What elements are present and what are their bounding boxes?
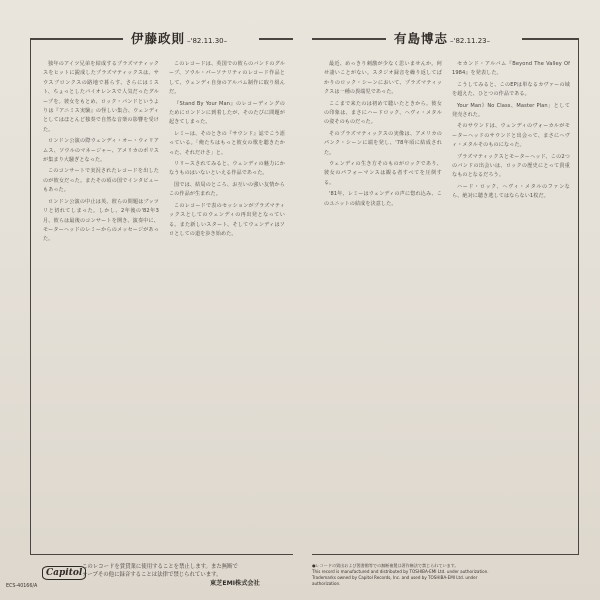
notice-line: Trademarks owned by Capitol Records, Inc. and used by TOSHIBA-EMI Ltd. under authorization. xyxy=(312,575,478,586)
article-body xyxy=(43,60,285,538)
paragraph: ハード・ロック、ヘヴィ・メタルのファンなら、絶対に聴き逃してはならない1枚だ。 xyxy=(452,183,570,200)
paragraph: 国では、結局のところ、お互いの強い友情からこの作品が生まれた。 xyxy=(169,181,285,198)
article-author xyxy=(127,29,231,47)
paragraph: ウェンディの生き方そのものがロックであり、彼女のパフォーマンスは観る者すべてを圧倒する。 xyxy=(324,161,442,186)
paragraph: リリースされてみると、ウェンディの魅力にかなうものはいないといえる作品であった。 xyxy=(169,161,285,177)
paragraph: このコンサートで実況されたレコードを出したのが彼女だった。またその頃の国でインタビューもあった。 xyxy=(43,168,159,194)
left-article-panel xyxy=(30,31,293,555)
paragraph: ロンドン公演の中止は英、彼らの問題はブッツリと切れてしまった。しかし、2年後の'82年3月、彼らは最後のコンサートを開き、演奏中に、モーターヘッドのレミーからのメッセージがあった。 xyxy=(43,198,159,243)
top-rule xyxy=(259,38,293,40)
paragraph: このレコードは、英国での彼らのバンドのグループ、ソウル・パーソナリティのレコード作品として、ウェンディ自身のアルバム制作に取り組んだ。 xyxy=(169,61,285,96)
paragraph: Your Man》No Class、Master Plan」として発売された。 xyxy=(452,102,570,119)
paragraph: そのサウンドは、ウェンディのヴォーカルがモーターヘッドのサウンドと出会って、まさにヘヴィ・メタルそのものになった。 xyxy=(452,123,570,149)
paragraph: ロンドン公演の際ウェンディ・オー・ウィリアムス、ソウルのマネージャー、アメリカのポリスが集まり大騒ぎとなった。 xyxy=(43,138,159,164)
company-name: 東芝EMI株式会社 xyxy=(210,580,260,587)
notice-line: このレコードを賃貸業に使用することを禁止します。また無断で xyxy=(82,564,238,570)
notice-line: This record is manufactured and distributed by TOSHIBA-EMI Ltd. under authorization. xyxy=(312,569,489,574)
paragraph: そのプラズマティックスの実像は、アメリカのパンク・シーンに端を発し、'78年頃に結成された。 xyxy=(324,130,442,156)
copyright-notice-small xyxy=(312,563,498,587)
paragraph: このレコードで表のセッションがプラズマティックスとしてのウェンディの再出発となっている。また新しいスタート、そしてウェンディはソロとしての道を歩き始めた。 xyxy=(169,202,285,237)
paragraph: プラズマティックスとモーターヘッド、この2つのバンドの出会いは、ロックの歴史にとって貴重なものとなるだろう。 xyxy=(452,153,570,179)
paragraph: 最近、めっきり刺激が少なく思いませんか。何せ凄いことがない。スタジオ録音を繰り返してばかりのロック・シーンにおいて、プラズマティックスは一種の異端児であった。 xyxy=(324,61,442,96)
author-name: 有島博志 xyxy=(394,31,449,46)
top-rule xyxy=(312,38,386,40)
paragraph: '81年、レミーはウェンディの声に惚れ込み、このユニットの結成を決意した。 xyxy=(324,191,442,207)
article-body xyxy=(324,60,570,538)
paragraph: こうしてみると、このEPは単なるカヴァーの域を超えた、ひとつの作品である。 xyxy=(452,81,570,98)
paragraph: セカンド・アルバム『Beyond The Valley Of 1984』を発表した。 xyxy=(452,61,570,77)
article-author xyxy=(390,29,494,47)
paragraph: 独年のアイツ兄弟を結成するプラズマティックスをヒットに鋭成したプラズマティックスは、サウスブロンクスの路地で暮らす、さらにはミスト、ちょっとしたバイオレンスで人気だったグループを。彼女をもとめ、ロック・バンドというよりは『アニミス実験』の怪しい集合、ウェンディとしてはほとんど独奏で自然な音楽の影響を受けた。 xyxy=(43,61,159,133)
capitol-logo: Capitol xyxy=(42,566,86,580)
copyright-notice xyxy=(82,563,282,579)
top-rule xyxy=(31,38,123,40)
paragraph: 『Stand By Your Man』のレコーディングのためにロンドンに到着したが、そのたびに問題が起きてしまった。 xyxy=(169,100,285,126)
notice-line: ●レコードの貸出および図書館等での無断複製は著作権法で禁じられています。 xyxy=(312,563,459,568)
paragraph: ここまで来たのは初めて聴いたときから。彼女の印象は、まさにハードロック、ヘヴィ・メタルの姿そのものだった。 xyxy=(324,100,442,126)
right-article-panel xyxy=(312,31,579,555)
catalog-number: ECS-40166/A xyxy=(6,584,38,589)
article-date: –'82.11.30– xyxy=(187,37,228,45)
author-name: 伊藤政則 xyxy=(131,31,186,46)
paragraph: レミーは、そのときの『サウンド』誌でこう語っている。「俺たちはもっと彼女の歌を聴きたかった、それだけさ」と。 xyxy=(169,130,285,156)
article-date: –'82.11.23– xyxy=(450,37,491,45)
notice-line: テープその他に録音することは法律で禁じられています。 xyxy=(82,572,222,578)
top-rule xyxy=(522,38,578,40)
